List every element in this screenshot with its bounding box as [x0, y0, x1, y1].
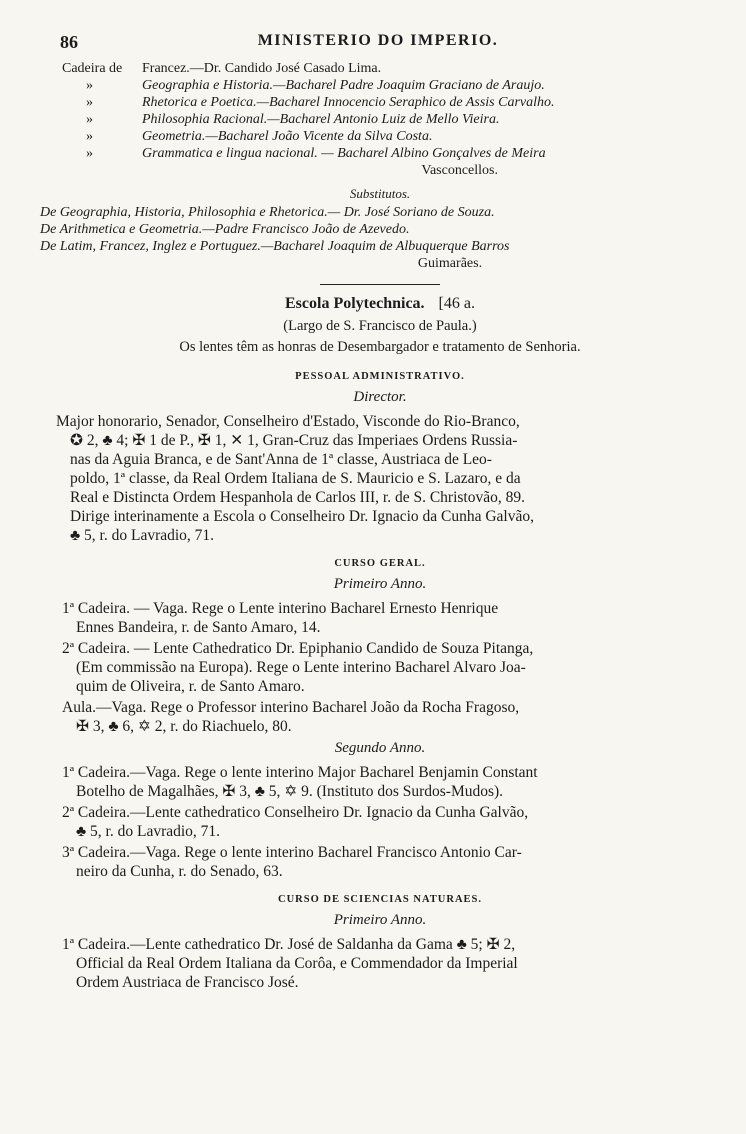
page-number: 86	[60, 32, 78, 52]
list-item	[62, 698, 698, 736]
text-line: 2ª Cadeira. — Lente Cathedratico Dr. Epiphanio Candido de Souza Pitanga,	[62, 640, 534, 657]
list-continuation: Guimarães.	[417, 256, 483, 271]
text-line: ♣ 5, r. do Lavradio, 71.	[76, 823, 221, 840]
primeiro-anno-heading: Primeiro Anno.	[333, 576, 427, 592]
director-heading: Director.	[353, 389, 407, 405]
escola-title: Escola Polytechnica.	[285, 295, 425, 312]
list-item	[62, 94, 698, 111]
primeiro-anno-list	[62, 599, 698, 736]
curso-sciencias-heading: CURSO DE SCIENCIAS NATURAES.	[277, 894, 482, 905]
list-item	[62, 77, 698, 94]
list-item	[62, 111, 698, 128]
text-line: Official da Real Ordem Italiana da Corôa, e Commendador da Imperial	[76, 955, 518, 972]
text-line: (Em commissão na Europa). Rege o Lente interino Bacharel Alvaro Joa-	[76, 659, 526, 676]
curso-geral-heading: CURSO GERAL.	[334, 558, 426, 569]
text-line: Dirige interinamente a Escola o Conselheiro Dr. Ignacio da Cunha Galvão,	[70, 508, 534, 525]
section-title	[62, 295, 698, 312]
list-label: »	[86, 78, 93, 93]
text-line: 2ª Cadeira.—Lente cathedratico Conselheiro Dr. Ignacio da Cunha Galvão,	[62, 804, 529, 821]
text-line: Real e Distincta Ordem Hespanhola de Carlos III, r. de S. Christovão, 89.	[70, 489, 525, 506]
segundo-anno-list	[62, 763, 698, 881]
text-line: Botelho de Magalhães, ✠ 3, ♣ 5, ✡ 9. (Instituto dos Surdos-Mudos).	[76, 783, 504, 800]
list-item	[62, 599, 698, 637]
list-item	[62, 639, 698, 696]
list-item: De Latim, Francez, Inglez e Portuguez.—Bacharel Joaquim de Albuquerque Barros	[40, 239, 510, 254]
text-line: quim de Oliveira, r. de Santo Amaro.	[76, 678, 305, 695]
list-item	[62, 763, 698, 801]
text-line: 1ª Cadeira. — Vaga. Rege o Lente interino Bacharel Ernesto Henrique	[62, 600, 499, 617]
escola-address: (Largo de S. Francisco de Paula.)	[283, 318, 477, 334]
text-line: Ordem Austriaca de Francisco José.	[76, 974, 299, 991]
list-item	[62, 935, 698, 992]
list-text: Geometria.—Bacharel João Vicente da Silva Costa.	[142, 129, 433, 144]
segundo-anno-heading: Segundo Anno.	[334, 740, 426, 756]
list-label: Cadeira de	[62, 61, 123, 76]
text-line: Aula.—Vaga. Rege o Professor interino Bacharel João da Rocha Fragoso,	[62, 699, 520, 716]
list-label: »	[86, 146, 93, 161]
list-text: Rhetorica e Poetica.—Bacharel Innocencio Seraphico de Assis Carvalho.	[142, 95, 555, 110]
text-line: ✠ 3, ♣ 6, ✡ 2, r. do Riachuelo, 80.	[76, 718, 292, 735]
sciencias-list	[62, 935, 698, 992]
text-line: nas da Aguia Branca, e de Sant'Anna de 1ª classe, Austriaca de Leo-	[70, 451, 492, 468]
escola-ref: [46 a.	[438, 295, 475, 312]
list-text: Grammatica e lingua nacional. — Bacharel Albino Gonçalves de Meira	[142, 146, 546, 161]
text-line: poldo, 1ª classe, da Real Ordem Italiana de S. Mauricio e S. Lazaro, e da	[70, 470, 521, 487]
text-line: ♣ 5, r. do Lavradio, 71.	[70, 527, 215, 544]
section-divider	[320, 284, 440, 285]
page-content	[40, 60, 698, 992]
running-header	[60, 32, 696, 52]
cadeira-list	[62, 60, 698, 179]
list-text: Geographia e Historia.—Bacharel Padre Joaquim Graciano de Araujo.	[142, 78, 545, 93]
text-line: ✪ 2, ♣ 4; ✠ 1 de P., ✠ 1, ✕ 1, Gran-Cruz das Imperiaes Ordens Russia-	[70, 432, 518, 449]
escola-note: Os lentes têm as honras de Desembargador e tratamento de Senhoria.	[179, 339, 581, 355]
list-continuation: Vasconcellos.	[421, 163, 498, 178]
list-item	[62, 145, 698, 162]
list-label: »	[86, 95, 93, 110]
substitutos-heading: Substitutos.	[349, 186, 411, 201]
text-line: neiro da Cunha, r. do Senado, 63.	[76, 863, 283, 880]
list-label: »	[86, 112, 93, 127]
list-item	[62, 60, 698, 77]
list-item: De Geographia, Historia, Philosophia e Rhetorica.— Dr. José Soriano de Souza.	[40, 205, 495, 220]
text-line: 3ª Cadeira.—Vaga. Rege o lente interino Bacharel Francisco Antonio Car-	[62, 844, 522, 861]
list-item: De Arithmetica e Geometria.—Padre Francisco João de Azevedo.	[40, 222, 410, 237]
text-line: Major honorario, Senador, Conselheiro d'Estado, Visconde do Rio-Branco,	[56, 413, 520, 430]
pessoal-heading: PESSOAL ADMINISTRATIVO.	[295, 371, 465, 382]
director-paragraph	[56, 412, 698, 545]
list-item	[62, 803, 698, 841]
substitutos-list	[40, 204, 698, 272]
text-line: Ennes Bandeira, r. de Santo Amaro, 14.	[76, 619, 321, 636]
list-item	[62, 128, 698, 145]
text-line: 1ª Cadeira.—Vaga. Rege o lente interino Major Bacharel Benjamin Constant	[62, 764, 538, 781]
list-text: Francez.—Dr. Candido José Casado Lima.	[142, 61, 382, 76]
running-title: MINISTERIO DO IMPERIO.	[257, 32, 499, 49]
text-line: 1ª Cadeira.—Lente cathedratico Dr. José de Saldanha da Gama ♣ 5; ✠ 2,	[62, 936, 516, 953]
list-text: Philosophia Racional.—Bacharel Antonio Luiz de Mello Vieira.	[142, 112, 500, 127]
list-label: »	[86, 129, 93, 144]
sciencias-primeiro-heading: Primeiro Anno.	[333, 912, 427, 928]
list-item	[62, 843, 698, 881]
